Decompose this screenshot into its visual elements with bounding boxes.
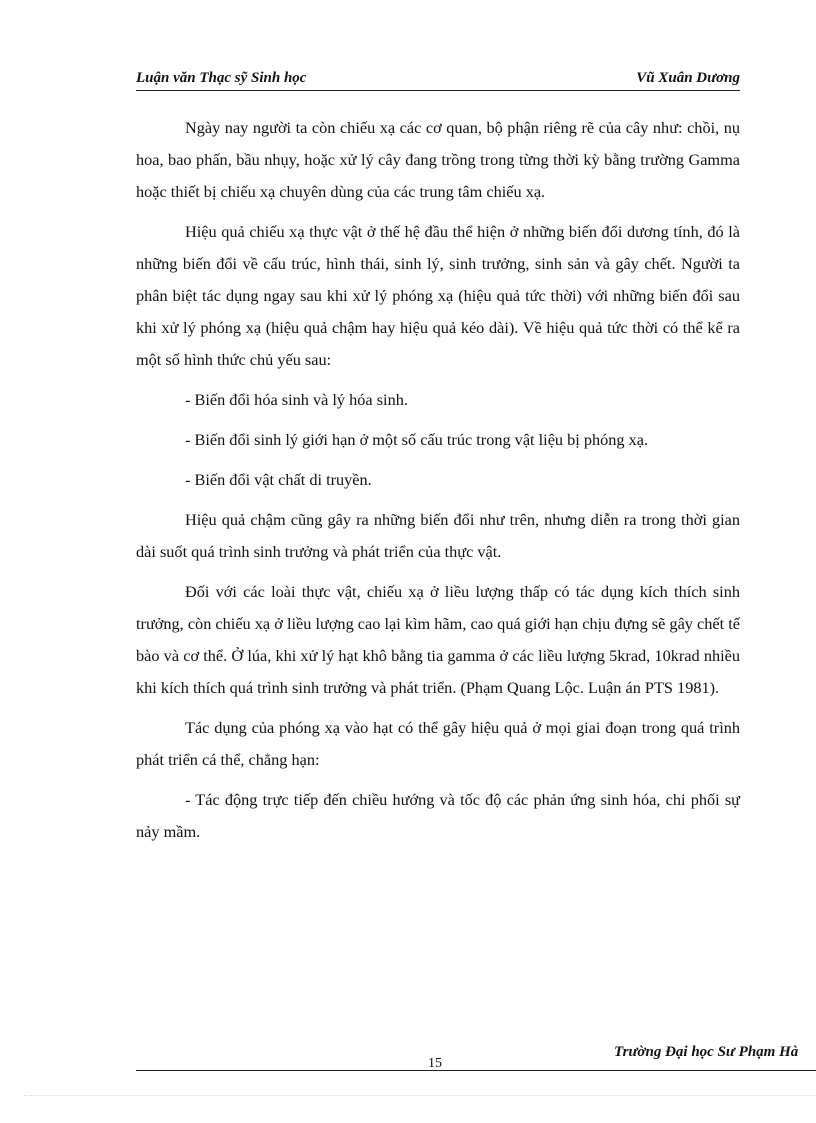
list-item-genetic: - Biến đổi vật chất di truyền. [185, 470, 372, 489]
page-number: 15 [428, 1056, 442, 1071]
paragraph-seed-effects: Tác dụng của phóng xạ vào hạt có thể gây hiệu quả ở mọi giai đoạn trong quá trình phát triển cá thể, chẳng hạn: [136, 718, 740, 769]
page-bottom-dotted-line [24, 1095, 816, 1096]
footer-divider [136, 1070, 816, 1071]
author-name: Vũ Xuân Dương [636, 70, 740, 86]
paragraph-irradiation-organs: Ngày nay người ta còn chiếu xạ các cơ quan, bộ phận riêng rẽ của cây như: chồi, nụ hoa, bao phấn, bầu nhụy, hoặc xử lý cây đang trồng trong từng thời kỳ bằng trường Gamma hoặc thiết bị chiếu xạ chuyên dùng của các trung tâm chiếu xạ. [136, 118, 740, 201]
paragraph-delayed-effects: Hiệu quả chậm cũng gây ra những biến đổi như trên, nhưng diễn ra trong thời gian dài suốt quá trình sinh trưởng và phát triển của thực vật. [136, 510, 740, 561]
paragraph-dose-effects: Đối với các loài thực vật, chiếu xạ ở liều lượng thấp có tác dụng kích thích sinh trưởng, còn chiếu xạ ở liều lượng cao lại kìm hãm, cao quá giới hạn chịu đựng sẽ gây chết tế bào và cơ thể. Ở lúa, khi xử lý hạt khô bằng tia gamma ở các liều lượng 5krad, 10krad nhiều khi kích thích quá trình sinh trưởng và phát triển. (Phạm Quang Lộc. Luận án PTS 1981). [136, 582, 740, 697]
thesis-title: Luận văn Thạc sỹ Sinh học [136, 70, 307, 86]
page-header [136, 64, 740, 91]
list-item-biochemical: - Biến đổi hóa sinh và lý hóa sinh. [185, 390, 408, 409]
list-item-direct-impact: - Tác động trực tiếp đến chiều hướng và tốc độ các phản ứng sinh hóa, chi phối sự nảy mầm. [136, 790, 740, 841]
paragraph-first-generation-effects: Hiệu quả chiếu xạ thực vật ở thế hệ đầu thể hiện ở những biến đổi dương tính, đó là những biến đổi về cấu trúc, hình thái, sinh lý, sinh trưởng, sinh sản và gây chết. Người ta phân biệt tác dụng ngay sau khi xử lý phóng xạ (hiệu quả tức thời) với những biến đổi sau khi xử lý phóng xạ (hiệu quả chậm hay hiệu quả kéo dài). Về hiệu quả tức thời có thể kể ra một số hình thức chủ yếu sau: [136, 222, 740, 369]
institution-name: Trường Đại học Sư Phạm Hà [614, 1044, 799, 1060]
list-item-physiological: - Biến đổi sinh lý giới hạn ở một số cấu trúc trong vật liệu bị phóng xạ. [185, 430, 649, 449]
document-body [136, 112, 740, 856]
